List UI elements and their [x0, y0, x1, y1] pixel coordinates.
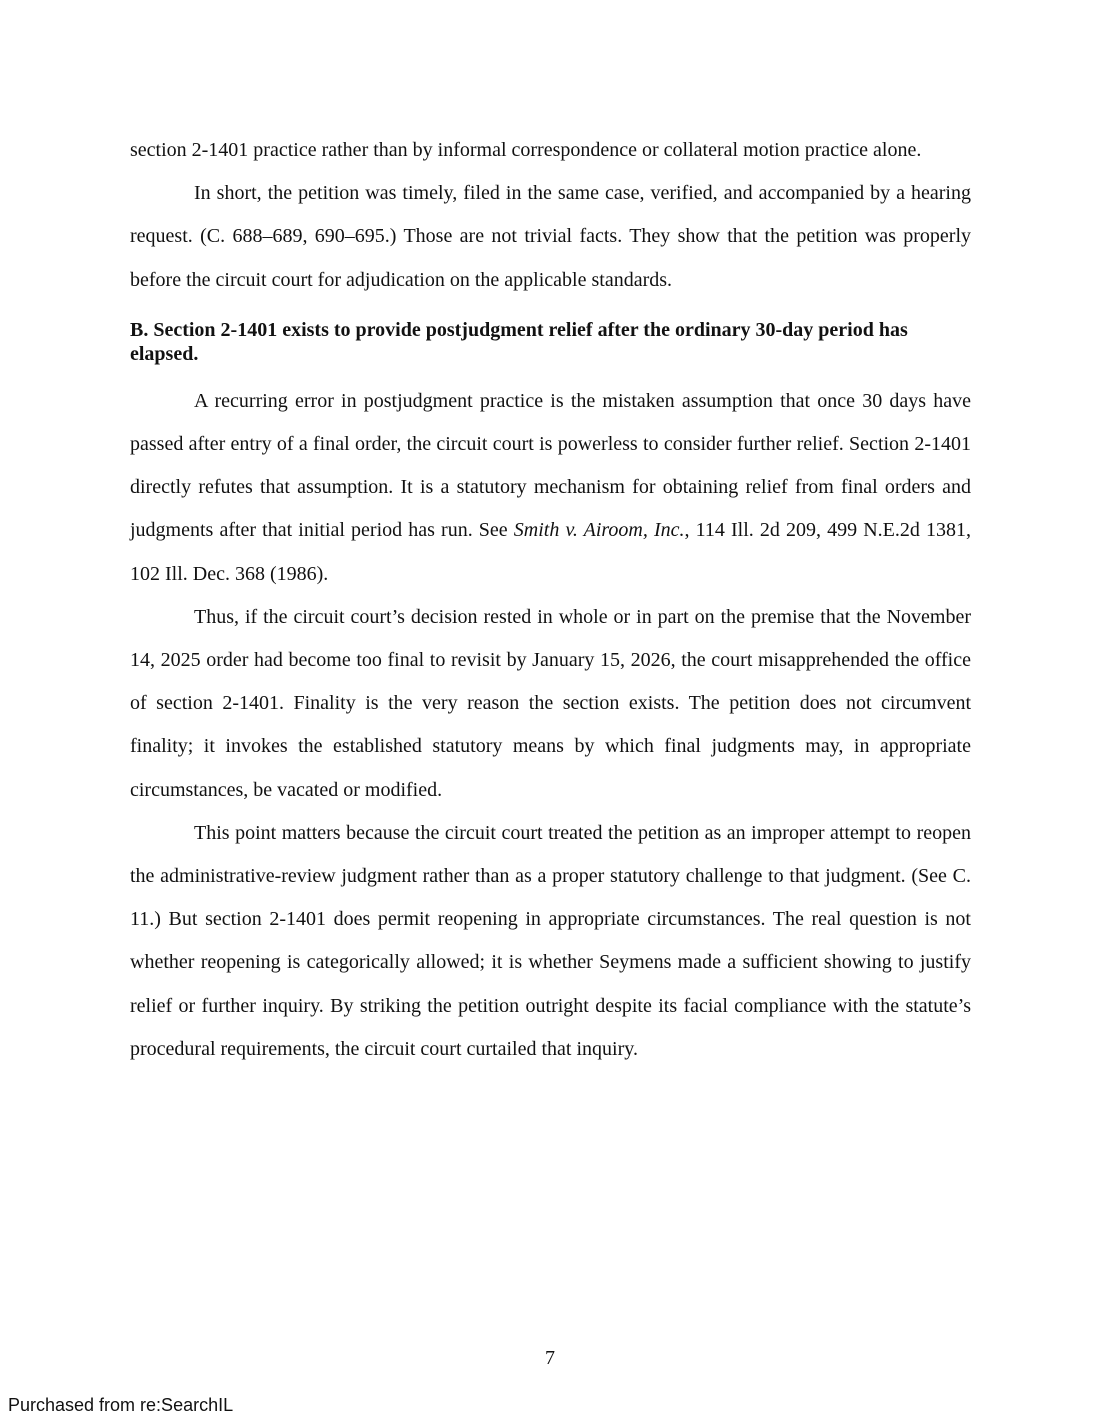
section-heading: B. Section 2-1401 exists to provide postjudgment relief after the ordinary 30-day period has elapsed. [130, 318, 908, 365]
paragraph-short-summary: In short, the petition was timely, filed in the same case, verified, and accompanied by a hearing request. (C. 688–689, 690–695.) Those are not trivial facts. They show that the petition was properly before the circuit court for adjudication on the applicable standards. [130, 182, 971, 291]
paragraph-point-matters: This point matters because the circuit court treated the petition as an improper attempt to reopen the administrative-review judgment rather than as a proper statutory challenge to that judgment. (See C. 11.) But section 2-1401 does permit reopening in appropriate circumstances. The real question is not whether reopening is categorically allowed; it is whether Seymens made a sufficient showing to justify relief or further inquiry. By striking the petition outright despite its facial compliance with the statute’s procedural requirements, the circuit court curtailed that inquiry. [130, 821, 971, 1060]
page-number: 7 [545, 1347, 555, 1369]
document-body [130, 129, 971, 1071]
section-heading-container [130, 318, 971, 366]
paragraph-continuation: section 2-1401 practice rather than by informal correspondence or collateral motion practice alone. [130, 139, 922, 161]
case-citation-name: Smith v. Airoom, Inc. [513, 519, 685, 542]
paragraph-finality: Thus, if the circuit court’s decision rested in whole or in part on the premise that the November 14, 2025 order had become too final to revisit by January 15, 2026, the court misapprehended the office of section 2-1401. Finality is the very reason the section exists. The petition does not circumvent finality; it invokes the established statutory means by which final judgments may, in appropriate circumstances, be vacated or modified. [130, 605, 971, 801]
source-footer-note: Purchased from re:SearchIL [8, 1395, 234, 1415]
paragraph-recurring-error [130, 380, 971, 596]
paragraph-text-after-citation: , 114 Ill. 2d 209, 499 N.E.2d 1381, 102 Ill. Dec. 368 (1986). [130, 519, 971, 585]
paragraph-text-before-citation: A recurring error in postjudgment practice is the mistaken assumption that once 30 days have passed after entry of a final order, the circuit court is powerless to consider further relief. Section 2-1401 directly refutes that assumption. It is a statutory mechanism for obtaining relief from final orders and judgments after that initial period has run. See [130, 389, 971, 542]
